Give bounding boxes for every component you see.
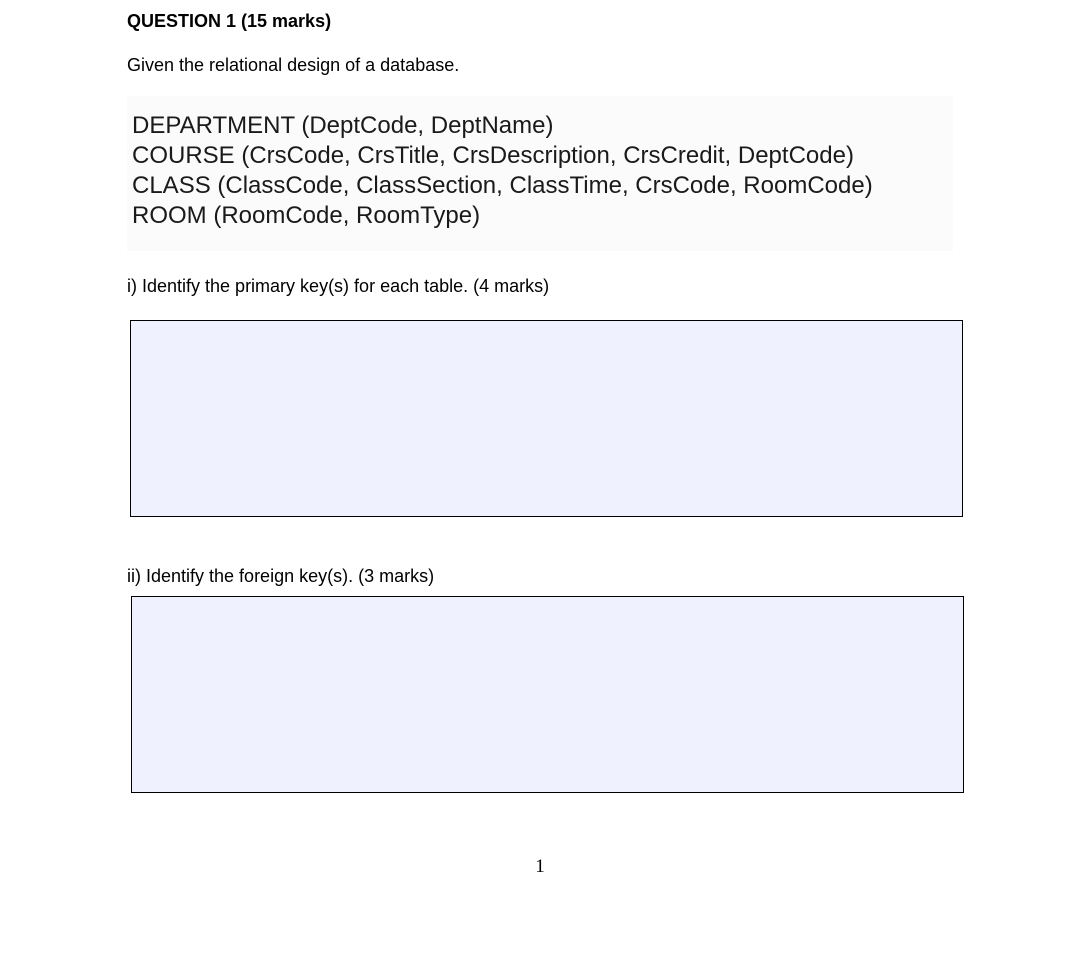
foreign-key-answer-box[interactable] [131,596,964,793]
question-intro: Given the relational design of a database. [127,55,460,75]
question-heading: QUESTION 1 (15 marks) [127,11,332,31]
part-ii-prompt: ii) Identify the foreign key(s). (3 marks) [127,566,435,586]
relational-schema-box [127,96,953,251]
schema-department: DEPARTMENT (DeptCode, DeptName) [132,112,554,139]
schema-class: CLASS (ClassCode, ClassSection, ClassTime, CrsCode, RoomCode) [132,172,873,199]
part-i-prompt: i) Identify the primary key(s) for each table. (4 marks) [127,276,550,296]
schema-course: COURSE (CrsCode, CrsTitle, CrsDescription, CrsCredit, DeptCode) [132,142,854,169]
page-number: 1 [535,856,545,877]
schema-room: ROOM (RoomCode, RoomType) [132,202,481,229]
primary-key-answer-box[interactable] [130,320,963,517]
